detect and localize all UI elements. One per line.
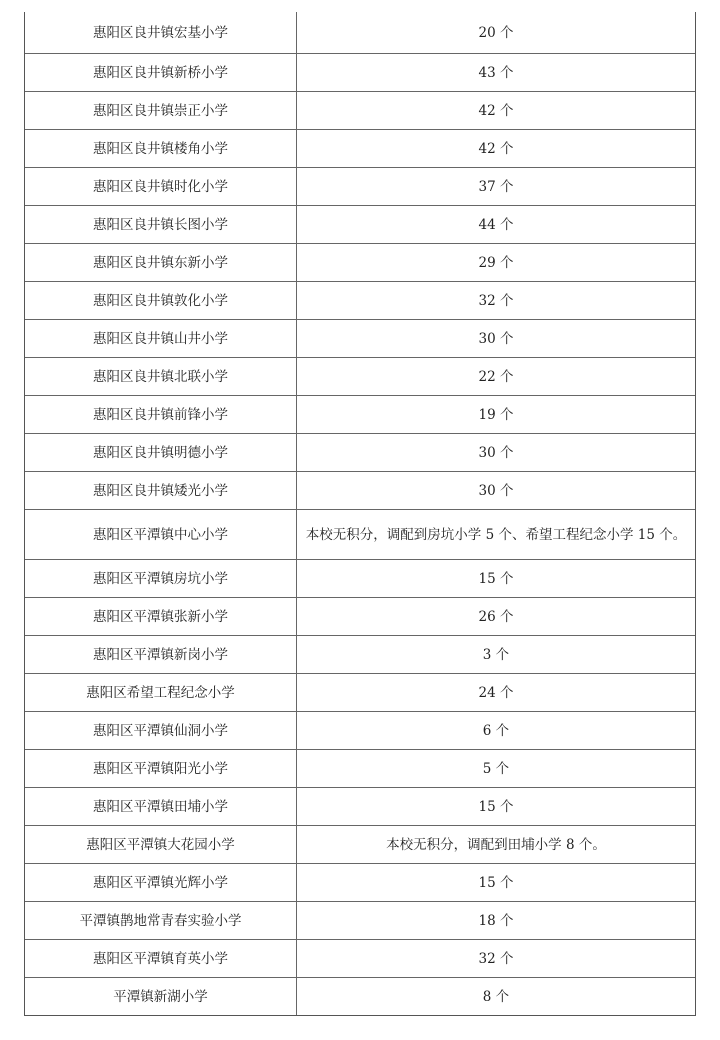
school-name-cell: 惠阳区平潭镇房坑小学 — [25, 560, 297, 597]
school-name-cell: 惠阳区良井镇北联小学 — [25, 358, 297, 395]
school-name-cell: 惠阳区良井镇长图小学 — [25, 206, 297, 243]
count-cell: 22 个 — [478, 368, 514, 385]
count-cell: 18 个 — [478, 912, 514, 929]
table-row — [25, 825, 695, 863]
school-name-cell: 惠阳区良井镇前锋小学 — [25, 396, 297, 433]
school-name-cell: 惠阳区平潭镇张新小学 — [25, 598, 297, 635]
count-cell: 42 个 — [478, 102, 514, 119]
school-name-cell: 惠阳区良井镇楼角小学 — [25, 130, 297, 167]
count-cell: 30 个 — [478, 482, 514, 499]
school-name-cell: 惠阳区平潭镇田埔小学 — [25, 788, 297, 825]
table-row — [25, 635, 695, 673]
table-row — [25, 12, 695, 53]
table-row — [25, 319, 695, 357]
school-name-cell: 惠阳区良井镇时化小学 — [25, 168, 297, 205]
count-cell: 5 个 — [482, 760, 510, 777]
table-row — [25, 129, 695, 167]
table-row — [25, 357, 695, 395]
count-cell: 15 个 — [478, 570, 514, 587]
school-name-cell: 惠阳区良井镇新桥小学 — [25, 54, 297, 91]
count-cell: 19 个 — [478, 406, 514, 423]
school-name-cell: 惠阳区平潭镇仙洞小学 — [25, 712, 297, 749]
school-name-cell: 惠阳区良井镇矮光小学 — [25, 472, 297, 509]
count-cell: 26 个 — [478, 608, 514, 625]
count-cell: 24 个 — [478, 684, 514, 701]
count-cell: 本校无积分，调配到田埔小学 8 个。 — [386, 836, 606, 853]
school-name-cell: 平潭镇鹊地常青春实验小学 — [25, 902, 297, 939]
count-cell: 30 个 — [478, 444, 514, 461]
school-name-cell: 惠阳区良井镇崇正小学 — [25, 92, 297, 129]
school-name-cell: 惠阳区平潭镇育英小学 — [25, 940, 297, 977]
school-name-cell: 惠阳区良井镇东新小学 — [25, 244, 297, 281]
table-row — [25, 749, 695, 787]
count-cell: 8 个 — [482, 988, 510, 1005]
count-cell: 15 个 — [478, 798, 514, 815]
count-cell: 37 个 — [478, 178, 514, 195]
count-cell: 44 个 — [478, 216, 514, 233]
table-row — [25, 433, 695, 471]
school-name-cell: 惠阳区良井镇宏基小学 — [25, 12, 297, 53]
school-name-cell: 惠阳区希望工程纪念小学 — [25, 674, 297, 711]
table-row — [25, 977, 695, 1015]
count-cell: 本校无积分，调配到房坑小学 5 个、希望工程纪念小学 15 个。 — [305, 526, 687, 543]
table-row — [25, 167, 695, 205]
count-cell: 15 个 — [478, 874, 514, 891]
table-row — [25, 395, 695, 433]
table-row — [25, 939, 695, 977]
allocation-table — [24, 12, 696, 1016]
school-name-cell: 惠阳区平潭镇光辉小学 — [25, 864, 297, 901]
table-row — [25, 53, 695, 91]
count-cell: 29 个 — [478, 254, 514, 271]
table-row — [25, 673, 695, 711]
table-row — [25, 901, 695, 939]
table-row — [25, 471, 695, 509]
count-cell: 42 个 — [478, 140, 514, 157]
school-name-cell: 惠阳区平潭镇新岗小学 — [25, 636, 297, 673]
table-row — [25, 597, 695, 635]
count-cell: 32 个 — [478, 292, 514, 309]
school-name-cell: 惠阳区良井镇山井小学 — [25, 320, 297, 357]
school-name-cell: 惠阳区平潭镇大花园小学 — [25, 826, 297, 863]
table-row — [25, 281, 695, 319]
school-name-cell: 惠阳区平潭镇阳光小学 — [25, 750, 297, 787]
table-row — [25, 205, 695, 243]
table-row — [25, 711, 695, 749]
table-row — [25, 243, 695, 281]
count-cell: 30 个 — [478, 330, 514, 347]
school-name-cell: 惠阳区平潭镇中心小学 — [25, 510, 297, 559]
count-cell: 20 个 — [478, 24, 514, 41]
school-name-cell: 惠阳区良井镇敦化小学 — [25, 282, 297, 319]
school-name-cell: 平潭镇新湖小学 — [25, 978, 297, 1015]
count-cell: 43 个 — [478, 64, 514, 81]
table-row — [25, 863, 695, 901]
table-row — [25, 91, 695, 129]
school-name-cell: 惠阳区良井镇明德小学 — [25, 434, 297, 471]
count-cell: 32 个 — [478, 950, 514, 967]
table-row — [25, 509, 695, 559]
table-row — [25, 787, 695, 825]
count-cell: 3 个 — [482, 646, 510, 663]
table-row — [25, 559, 695, 597]
count-cell: 6 个 — [482, 722, 510, 739]
